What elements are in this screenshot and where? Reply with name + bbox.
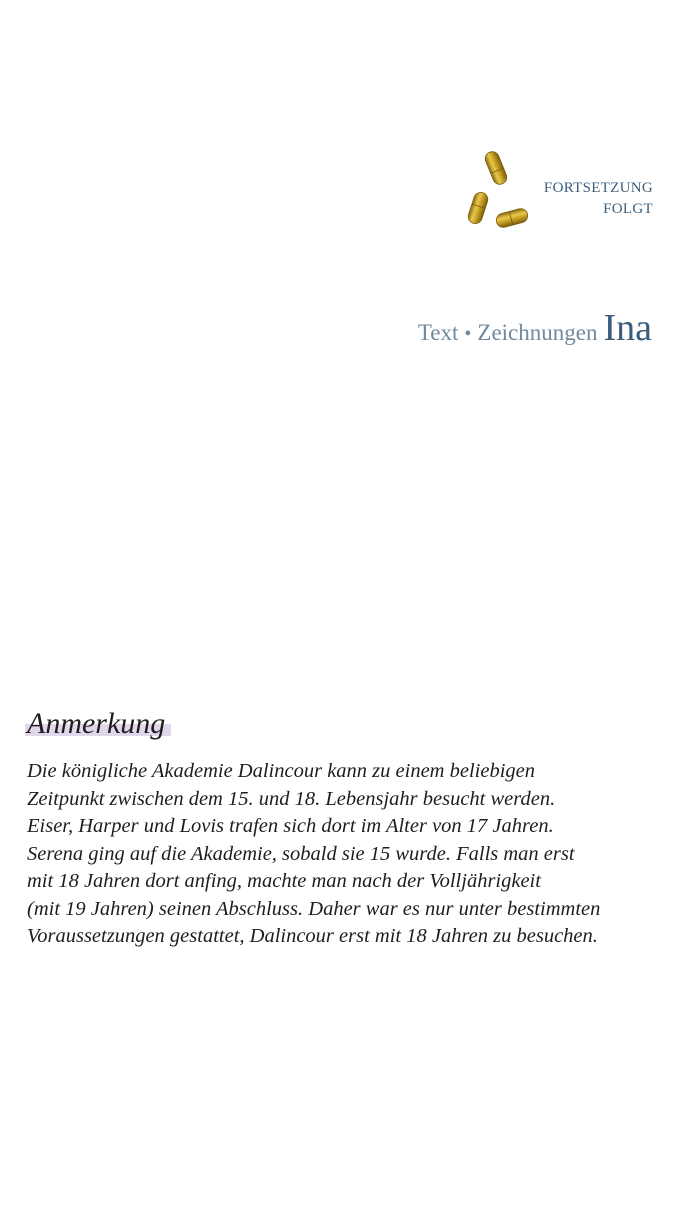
note-body: [27, 758, 687, 951]
author-name: Ina: [603, 307, 652, 349]
note-line: Serena ging auf die Akademie, sobald sie 15 wurde. Falls man erst: [27, 842, 575, 865]
note-line: Die königliche Akademie Dalincour kann zu einem beliebigen: [27, 760, 535, 782]
credits: [418, 306, 652, 350]
note-line: mit 18 Jahren dort anfing, machte man nach der Volljährigkeit: [27, 870, 541, 892]
note-title: Anmerkung: [25, 705, 171, 743]
capsule-left: [466, 191, 489, 226]
credit-drawings-label: Zeichnungen: [477, 320, 598, 345]
continued-line-1: FORTSETZUNG: [543, 180, 653, 196]
note-line: Eiser, Harper und Lovis trafen sich dort im Alter von 17 Jahren.: [27, 815, 554, 837]
capsule-top: [483, 150, 509, 187]
continued-label: [544, 178, 653, 220]
note-line: Zeitpunkt zwischen dem 15. und 18. Lebensjahr besucht werden.: [27, 787, 556, 810]
continued-line-2: FOLGT: [603, 201, 653, 217]
capsule-right: [495, 207, 530, 229]
credit-text-label: Text: [417, 320, 459, 345]
credit-separator: •: [464, 323, 472, 345]
note-line: Voraussetzungen gestattet, Dalincour erst mit 18 Jahren zu besuchen.: [27, 925, 598, 947]
note-line: (mit 19 Jahren) seinen Abschluss. Daher war es nur unter bestimmten: [27, 897, 601, 920]
capsules-icon: [462, 148, 534, 234]
